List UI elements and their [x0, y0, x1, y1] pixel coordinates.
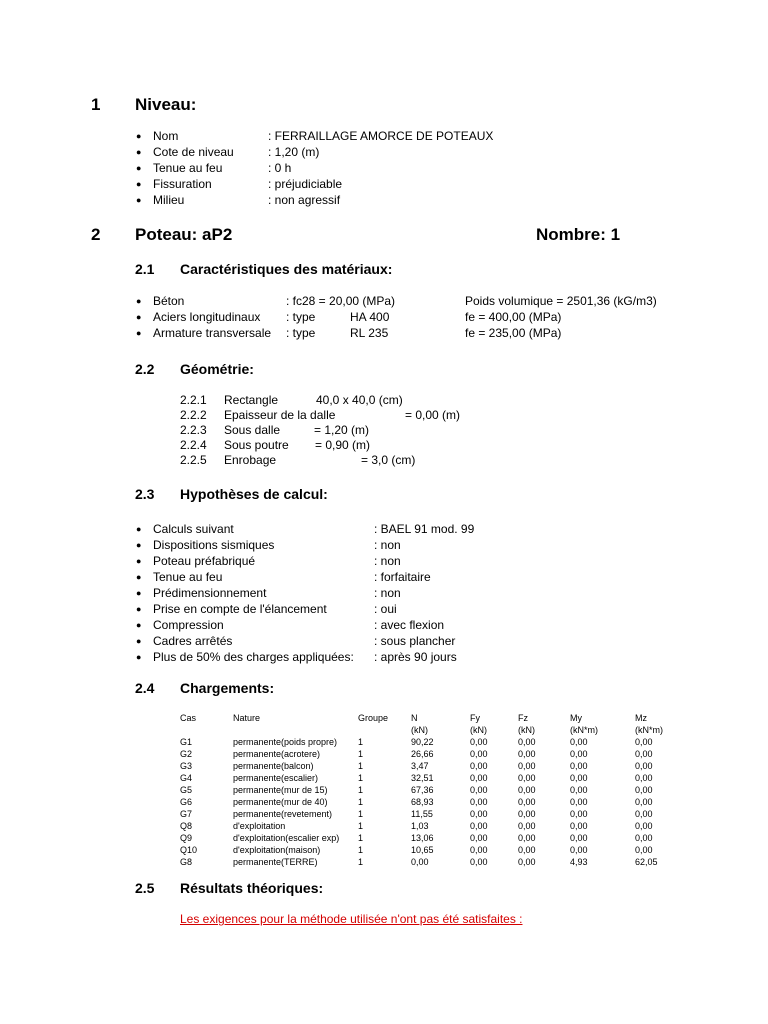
section-2-4-title: Chargements:	[180, 680, 275, 696]
requirements-warning-link[interactable]: Les exigences pour la méthode utilisée n'ont pas été satisfaites :	[180, 912, 523, 926]
geometry-value: = 0,90 (m)	[315, 438, 371, 452]
bullet-icon: ●	[136, 588, 142, 598]
table-cell: 0,00	[518, 749, 536, 759]
table-cell: 1	[358, 761, 364, 771]
header-fy: Fy	[470, 713, 480, 723]
unit-cell: (kN)	[411, 725, 428, 735]
geometry-value: = 0,00 (m)	[405, 408, 461, 422]
unit-cell	[358, 724, 411, 736]
table-cell: 1	[358, 809, 364, 819]
table-cell: 0,00	[470, 749, 488, 759]
table-cell: 0,00	[518, 821, 536, 831]
table-cell: 0,00	[411, 857, 429, 867]
niveau-label: Tenue au feu	[153, 161, 223, 175]
table-row	[180, 760, 685, 772]
bullet-icon: ●	[136, 620, 142, 630]
table-cell: 0,00	[470, 845, 488, 855]
table-cell: 0,00	[518, 857, 536, 867]
bullet-icon: ●	[136, 540, 142, 550]
section-2-4-number: 2.4	[135, 680, 155, 696]
unit-cell	[180, 724, 233, 736]
geometry-value: = 3,0 (cm)	[361, 453, 416, 467]
table-cell: G7	[180, 809, 193, 819]
table-cell: 0,00	[518, 833, 536, 843]
hypothesis-value: : BAEL 91 mod. 99	[374, 522, 475, 536]
table-row	[180, 784, 685, 796]
section-2-5-number: 2.5	[135, 880, 155, 896]
header-cas: Cas	[180, 713, 197, 723]
table-cell: 0,00	[635, 785, 653, 795]
geometry-label: Enrobage	[224, 453, 277, 467]
section-2-title: Poteau: aP2	[135, 225, 233, 244]
niveau-label: Nom	[153, 129, 179, 143]
table-row	[180, 856, 685, 868]
niveau-label: Cote de niveau	[153, 145, 234, 159]
table-row	[180, 820, 685, 832]
hypothesis-label: Compression	[153, 618, 224, 632]
geometry-label: Rectangle	[224, 393, 279, 407]
table-cell: 1,03	[411, 821, 429, 831]
table-cell: 1	[358, 737, 364, 747]
table-cell: permanente(balcon)	[233, 761, 314, 771]
table-cell: G3	[180, 761, 193, 771]
section-2-3-title: Hypothèses de calcul:	[180, 486, 328, 502]
niveau-label: Fissuration	[153, 177, 212, 191]
unit-cell	[233, 724, 358, 736]
table-cell: 1	[358, 785, 364, 795]
niveau-label: Milieu	[153, 193, 185, 207]
table-cell: G6	[180, 797, 193, 807]
table-row	[180, 832, 685, 844]
table-cell: Q8	[180, 821, 193, 831]
niveau-value: : 1,20 (m)	[268, 145, 320, 159]
geometry-number: 2.2.2	[180, 408, 207, 422]
table-cell: 0,00	[570, 833, 588, 843]
table-cell: 0,00	[570, 749, 588, 759]
hypothesis-label: Prise en compte de l'élancement	[153, 602, 327, 616]
table-row	[180, 808, 685, 820]
table-cell: 0,00	[470, 761, 488, 771]
header-my: My	[570, 713, 582, 723]
bullet-icon: ●	[136, 195, 142, 205]
table-cell: 1	[358, 857, 364, 867]
table-cell: 0,00	[470, 857, 488, 867]
table-cell: 11,55	[411, 809, 433, 819]
table-cell: 0,00	[570, 737, 588, 747]
table-cell: 1	[358, 833, 364, 843]
niveau-value: : 0 h	[268, 161, 292, 175]
bullet-icon: ●	[136, 652, 142, 662]
bullet-icon: ●	[136, 296, 142, 306]
table-cell: 0,00	[635, 773, 653, 783]
unit-cell: (kN*m)	[570, 725, 598, 735]
bullet-icon: ●	[136, 572, 142, 582]
table-cell: 0,00	[570, 809, 588, 819]
table-cell: permanente(revetement)	[233, 809, 333, 819]
table-cell: 0,00	[470, 785, 488, 795]
section-2-number: 2	[91, 225, 101, 244]
table-row	[180, 736, 685, 748]
table-cell: 62,05	[635, 857, 658, 867]
niveau-value: : FERRAILLAGE AMORCE DE POTEAUX	[268, 129, 494, 143]
table-cell: Q10	[180, 845, 198, 855]
table-cell: 0,00	[470, 809, 488, 819]
table-header-row	[180, 712, 685, 724]
hypothesis-value: : forfaitaire	[374, 570, 431, 584]
unit-cell: (kN*m)	[635, 725, 663, 735]
table-cell: 3,47	[411, 761, 429, 771]
bullet-icon: ●	[136, 604, 142, 614]
hypothesis-label: Prédimensionnement	[153, 586, 267, 600]
section-2-1-title: Caractéristiques des matériaux:	[180, 261, 393, 277]
table-cell: permanente(mur de 40)	[233, 797, 328, 807]
hypothesis-value: : non	[374, 554, 401, 568]
table-cell: 0,00	[518, 761, 536, 771]
table-cell: 1	[358, 845, 364, 855]
material-value: : type	[286, 326, 316, 340]
table-cell: d'exploitation(maison)	[233, 845, 321, 855]
hypothesis-label: Dispositions sismiques	[153, 538, 275, 552]
table-cell: 68,93	[411, 797, 434, 807]
header-fz: Fz	[518, 713, 528, 723]
niveau-value: : préjudiciable	[268, 177, 343, 191]
material-type: RL 235	[350, 326, 389, 340]
table-cell: permanente(poids propre)	[233, 737, 338, 747]
bullet-icon: ●	[136, 147, 142, 157]
material-property: Poids volumique = 2501,36 (kG/m3)	[465, 294, 657, 308]
table-cell: Q9	[180, 833, 193, 843]
header-groupe: Groupe	[358, 713, 389, 723]
table-cell: 0,00	[635, 749, 653, 759]
hypothesis-value: : après 90 jours	[374, 650, 457, 664]
table-cell: 1	[358, 821, 364, 831]
section-1-number: 1	[91, 95, 101, 114]
table-cell: 0,00	[635, 761, 653, 771]
section-2-5-title: Résultats théoriques:	[180, 880, 324, 896]
table-cell: 4,93	[570, 857, 588, 867]
table-units-row	[180, 724, 685, 736]
table-cell: G1	[180, 737, 193, 747]
section-2-2-number: 2.2	[135, 361, 155, 377]
geometry-value: = 1,20 (m)	[314, 423, 370, 437]
hypothesis-label: Cadres arrêtés	[153, 634, 233, 648]
hypothesis-label: Calculs suivant	[153, 522, 234, 536]
table-cell: 0,00	[635, 821, 653, 831]
bullet-icon: ●	[136, 524, 142, 534]
table-row	[180, 748, 685, 760]
material-type: HA 400	[350, 310, 390, 324]
header-mz: Mz	[635, 713, 647, 723]
table-cell: 0,00	[570, 797, 588, 807]
table-cell: 90,22	[411, 737, 434, 747]
table-cell: 0,00	[570, 761, 588, 771]
table-cell: permanente(mur de 15)	[233, 785, 328, 795]
geometry-value: 40,0 x 40,0 (cm)	[316, 393, 403, 407]
table-cell: 0,00	[470, 773, 488, 783]
geometry-number: 2.2.3	[180, 423, 207, 437]
table-cell: G8	[180, 857, 193, 867]
table-cell: 13,06	[411, 833, 434, 843]
table-row	[180, 796, 685, 808]
table-cell: 0,00	[470, 821, 488, 831]
geometry-label: Epaisseur de la dalle	[224, 408, 336, 422]
hypothesis-value: : oui	[374, 602, 397, 616]
table-cell: 26,66	[411, 749, 434, 759]
geometry-label: Sous dalle	[224, 423, 281, 437]
section-2-3-number: 2.3	[135, 486, 155, 502]
table-cell: 67,36	[411, 785, 434, 795]
material-property: fe = 235,00 (MPa)	[465, 326, 562, 340]
geometry-number: 2.2.1	[180, 393, 207, 407]
table-cell: permanente(TERRE)	[233, 857, 318, 867]
table-cell: G5	[180, 785, 193, 795]
table-cell: 0,00	[518, 797, 536, 807]
geometry-number: 2.2.5	[180, 453, 207, 467]
section-1-title: Niveau:	[135, 95, 197, 114]
table-cell: d'exploitation(escalier exp)	[233, 833, 340, 843]
bullet-icon: ●	[136, 556, 142, 566]
hypothesis-value: : avec flexion	[374, 618, 445, 632]
bullet-icon: ●	[136, 636, 142, 646]
table-row	[180, 844, 685, 856]
material-property: fe = 400,00 (MPa)	[465, 310, 562, 324]
table-cell: 0,00	[470, 737, 488, 747]
table-cell: 0,00	[570, 821, 588, 831]
table-cell: 0,00	[518, 845, 536, 855]
hypothesis-label: Poteau préfabriqué	[153, 554, 256, 568]
table-cell: 0,00	[635, 845, 653, 855]
loads-table	[180, 712, 685, 868]
table-cell: 0,00	[570, 773, 588, 783]
unit-cell: (kN)	[470, 725, 487, 735]
material-label: Béton	[153, 294, 185, 308]
table-cell: 1	[358, 749, 364, 759]
table-cell: 0,00	[635, 833, 653, 843]
table-cell: 1	[358, 797, 364, 807]
hypothesis-value: : non	[374, 586, 401, 600]
unit-cell: (kN)	[518, 725, 535, 735]
table-cell: G2	[180, 749, 193, 759]
bullet-icon: ●	[136, 328, 142, 338]
geometry-number: 2.2.4	[180, 438, 207, 452]
poteau-count: Nombre: 1	[536, 225, 621, 244]
table-cell: 0,00	[635, 809, 653, 819]
header-nature: Nature	[233, 713, 261, 723]
table-cell: permanente(acrotere)	[233, 749, 321, 759]
table-cell: 0,00	[470, 797, 488, 807]
table-cell: 0,00	[518, 773, 536, 783]
bullet-icon: ●	[136, 163, 142, 173]
bullet-icon: ●	[136, 312, 142, 322]
table-row	[180, 772, 685, 784]
bullet-icon: ●	[136, 131, 142, 141]
header-n: N	[411, 713, 418, 723]
table-cell: 0,00	[518, 737, 536, 747]
hypothesis-value: : non	[374, 538, 401, 552]
geometry-label: Sous poutre	[224, 438, 289, 452]
section-2-1-number: 2.1	[135, 261, 155, 277]
material-label: Armature transversale	[153, 326, 272, 340]
niveau-value: : non agressif	[268, 193, 341, 207]
table-cell: 0,00	[518, 785, 536, 795]
table-cell: 1	[358, 773, 364, 783]
table-cell: 0,00	[570, 845, 588, 855]
material-value: : type	[286, 310, 316, 324]
material-value: : fc28 = 20,00 (MPa)	[286, 294, 396, 308]
table-cell: 10,65	[411, 845, 434, 855]
material-label: Aciers longitudinaux	[153, 310, 261, 324]
table-cell: 0,00	[518, 809, 536, 819]
table-cell: 32,51	[411, 773, 434, 783]
hypothesis-label: Tenue au feu	[153, 570, 223, 584]
table-cell: G4	[180, 773, 193, 783]
table-cell: 0,00	[635, 797, 653, 807]
bullet-icon: ●	[136, 179, 142, 189]
hypothesis-label: Plus de 50% des charges appliquées:	[153, 650, 354, 664]
section-2-2-title: Géométrie:	[180, 361, 254, 377]
table-cell: permanente(escalier)	[233, 773, 319, 783]
table-cell: d'exploitation	[233, 821, 286, 831]
table-cell: 0,00	[635, 737, 653, 747]
table-cell: 0,00	[570, 785, 588, 795]
table-cell: 0,00	[470, 833, 488, 843]
hypothesis-value: : sous plancher	[374, 634, 456, 648]
